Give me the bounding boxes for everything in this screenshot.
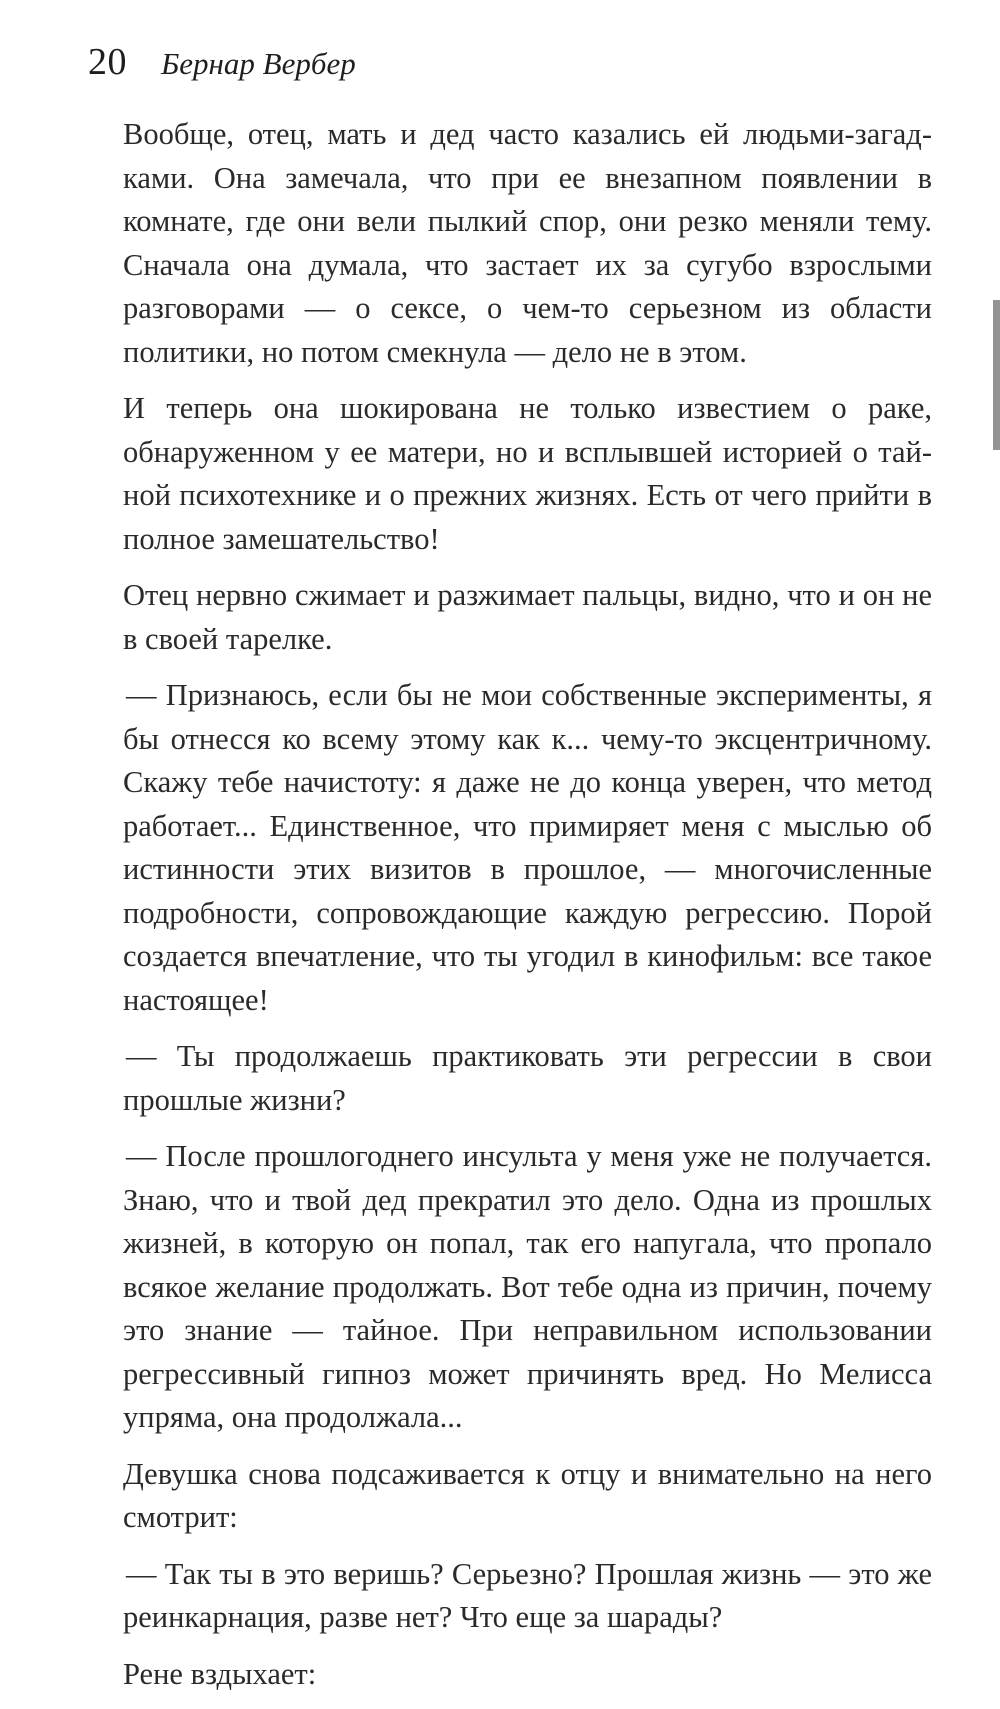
page-edge-shadow: [993, 300, 1000, 450]
page-number: 20: [88, 41, 127, 83]
paragraph-8: — Так ты в это веришь? Серьезно? Прошлая жизнь — это же реинкарнация, разве нет? Что еще за шарады?: [123, 1556, 932, 1634]
running-header: [88, 40, 356, 84]
book-author: Бернар Вербер: [161, 46, 356, 81]
paragraph-2: И теперь она шокирована не только известием о раке, обнаруженном у ее матери, но и всплывшей историей о тайной психотехнике и о прежних жизнях. Есть от чего прийти в полное замешательство!: [123, 391, 932, 556]
paragraph-9: Рене вздыхает:: [123, 1656, 317, 1691]
paragraph-4: — Признаюсь, если бы не мои собственные эксперименты, я бы отнесся ко всему этому как к... чему-то эксцентричному. Скажу тебе начистоту: я даже не до конца уверен, что метод работает... Единственное, что примиряет меня с мыслью об истинности этих визитов в прошлое, — многочисленные подробности, сопровождающие каждую регрессию. Порой создается впечатление, что ты угодил в кинофильм: все такое настоящее!: [123, 678, 932, 1017]
paragraph-6: — После прошлогоднего инсульта у меня уже не получается. Знаю, что и твой дед прекратил это дело. Одна из прошлых жизней, в которую он попал, так его напугала, что пропало всякое желание продолжать. Вот тебе одна из причин, почему это знание — тайное. При неправильном использовании регрессивный гипноз может причинять вред. Но Мелисса упряма, она продолжала...: [123, 1139, 932, 1434]
paragraph-5: — Ты продолжаешь практиковать эти регрессии в свои прошлые жизни?: [123, 1039, 932, 1117]
paragraph-7: Девушка снова подсаживается к отцу и внимательно на него смотрит:: [123, 1456, 932, 1534]
paragraph-3: Отец нервно сжимает и разжимает пальцы, видно, что и он не в своей тарелке.: [123, 578, 932, 656]
body-text: [123, 113, 932, 1709]
paragraph-1: Вообще, отец, мать и дед часто казались ей людьми-загадками. Она замечала, что при ее внезапном появлении в комнате, где они вели пылкий спор, они резко меняли тему. Сначала она думала, что застает их за сугубо взрослыми разговорами — о сексе, о чем-то серьезном из области политики, но потом смекнула — дело не в этом.: [123, 117, 932, 369]
